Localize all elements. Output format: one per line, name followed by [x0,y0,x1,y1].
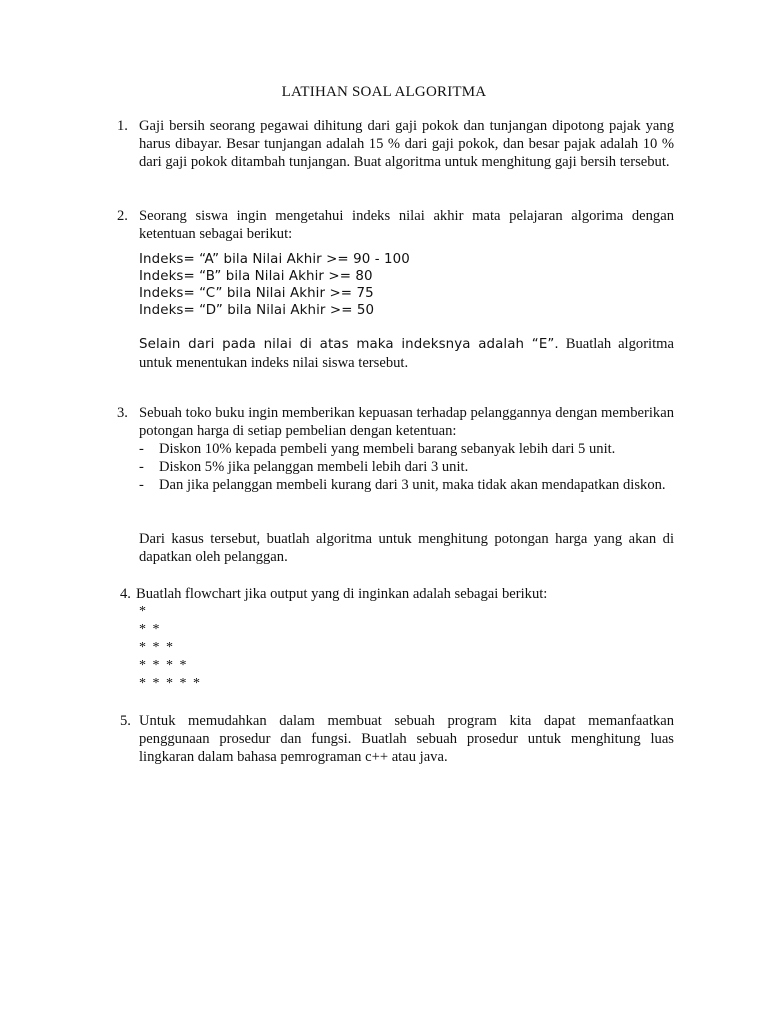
q3-bullet-2-text: Diskon 5% jika pelanggan membeli lebih dari 3 unit. [159,459,469,475]
bullet-dash: - [139,477,144,493]
star-row-1: * [139,604,147,619]
q1-text: Gaji bersih seorang pegawai dihitung dari gaji pokok dan tunjangan dipotong pajak yang harus dibayar. Besar tunjangan adalah 15 % dari gaji pokok, dan besar pajak adalah 10 % dari gaji pokok ditambah tunjangan. Buat algoritma untuk menghitung gaji bersih tersebut. [139,118,674,170]
document-title: LATIHAN SOAL ALGORITMA [281,84,487,100]
q3-text: Sebuah toko buku ingin memberikan kepuasan terhadap pelanggannya dengan memberikan potongan harga di setiap pembelian dengan ketentuan: [139,405,674,439]
star-row-4: * * * * [139,658,188,673]
star-row-2: * * [139,622,161,637]
q5-text: Untuk memudahkan dalam membuat sebuah program kita dapat memanfaatkan penggunaan prosedur dan fungsi. Buatlah sebuah prosedur untuk menghitung luas lingkaran dalam bahasa pemrograman c++ atau java. [139,713,674,765]
star-row-5: * * * * * [139,676,201,691]
q2-number: 2. [117,208,128,224]
bullet-dash: - [139,441,144,457]
bullet-dash: - [139,459,144,475]
q5-number: 5. [120,713,131,729]
q3-closing: Dari kasus tersebut, buatlah algoritma untuk menghitung potongan harga yang akan di dapatkan oleh pelanggan. [139,531,674,565]
q3-bullet-1 [139,440,674,458]
q2-rule-c: Indeks= “C” bila Nilai Akhir >= 75 [139,286,374,301]
star-row-3: * * * [139,640,174,655]
q3-bullet-3-text: Dan jika pelanggan membeli kurang dari 3 unit, maka tidak akan mendapatkan diskon. [159,477,666,493]
q2-closing [139,335,674,372]
q2-rule-d: Indeks= “D” bila Nilai Akhir >= 50 [139,303,375,318]
q3-bullet-1-text: Diskon 10% kepada pembeli yang membeli barang sebanyak lebih dari 5 unit. [159,441,616,457]
q1-number: 1. [117,118,128,134]
q3-number: 3. [117,405,128,421]
q2-rule-b: Indeks= “B” bila Nilai Akhir >= 80 [139,269,373,284]
q4-number: 4. [120,586,131,602]
q2-text: Seorang siswa ingin mengetahui indeks nilai akhir mata pelajaran algorima dengan ketentuan sebagai berikut: [139,208,674,242]
q3-bullet-2 [139,458,674,476]
q2-rules [139,251,674,319]
q2-closing-b: Buatlah algoritma untuk menentukan indeks nilai siswa tersebut. [139,336,674,371]
q3-bullet-3 [139,476,674,512]
q2-closing-a: Selain dari pada nilai di atas maka indeksnya adalah “E”. [139,337,559,352]
q2-rule-a: Indeks= “A” bila Nilai Akhir >= 90 - 100 [139,252,410,267]
q4-text: Buatlah flowchart jika output yang di inginkan adalah sebagai berikut: [136,586,548,602]
